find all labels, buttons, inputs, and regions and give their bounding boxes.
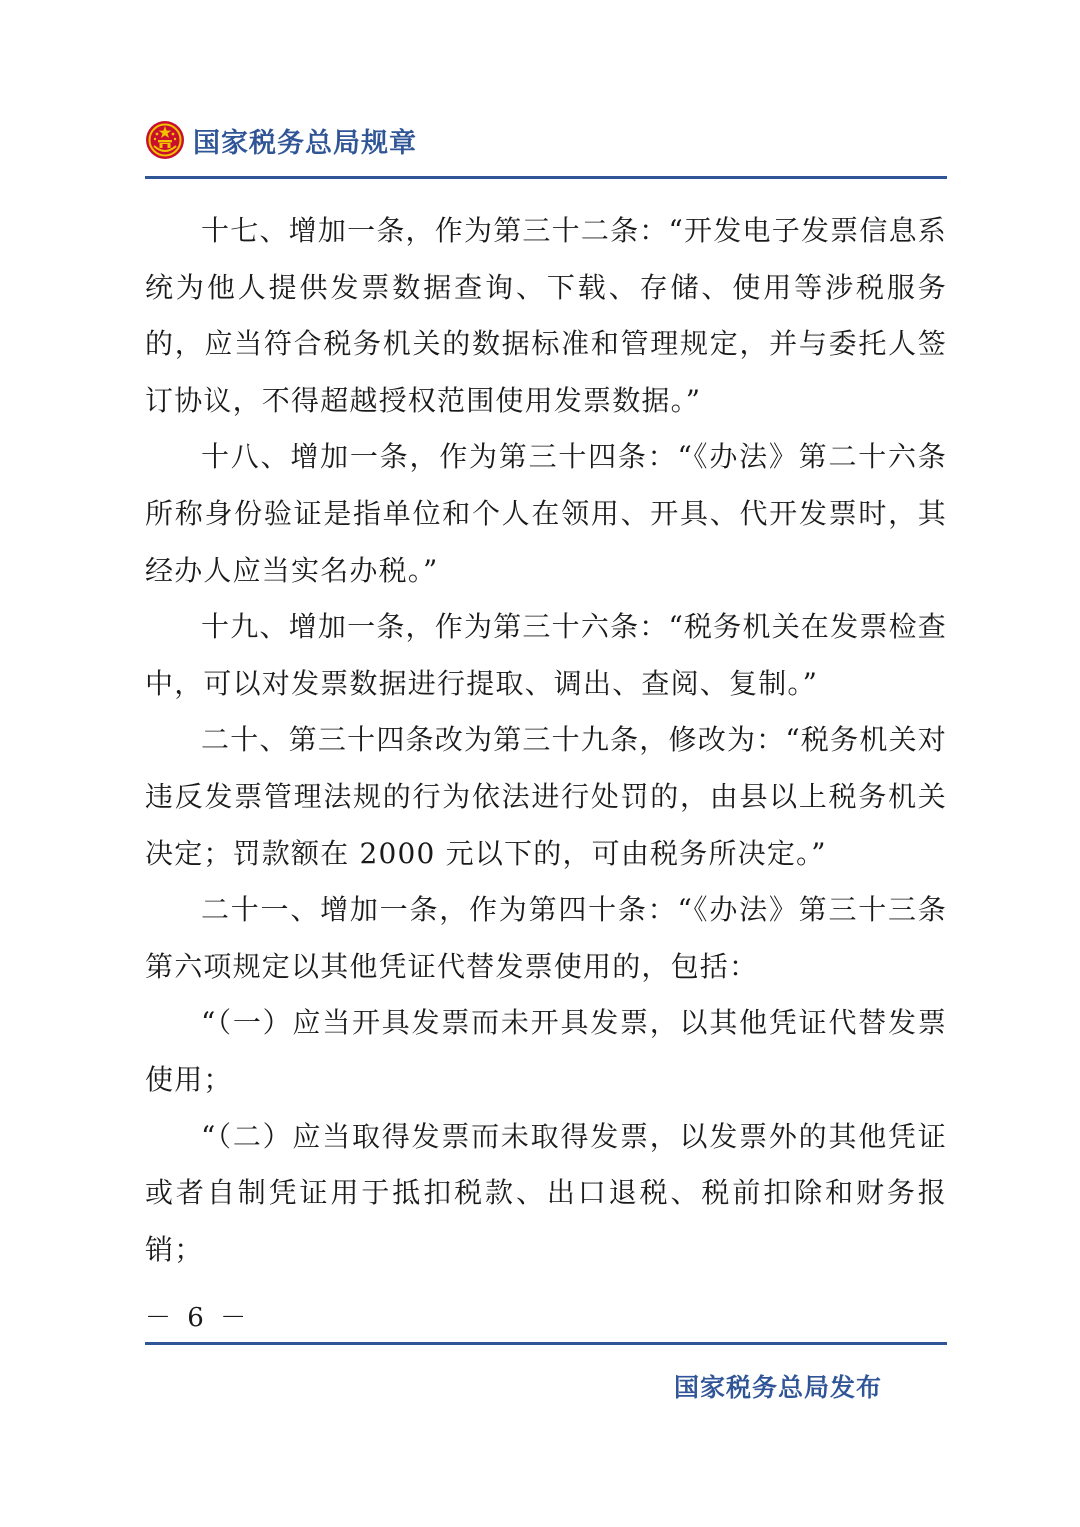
- header-divider: [145, 176, 947, 179]
- header-title: 国家税务总局规章: [193, 127, 417, 159]
- national-emblem-icon: [145, 120, 185, 160]
- footer-divider: [145, 1342, 947, 1345]
- article-17-paragraph: 十七、增加一条，作为第三十二条：“开发电子发票信息系统为他人提供发票数据查询、下载、存储、使用等涉税服务的，应当符合税务机关的数据标准和管理规定，并与委托人签订协议，不得超越授权范围使用发票数据。”: [145, 214, 947, 417]
- footer-publisher: 国家税务总局发布: [673, 1373, 882, 1402]
- document-body: [145, 203, 947, 1278]
- article-19-paragraph: 十九、增加一条，作为第三十六条：“税务机关在发票检查中，可以对发票数据进行提取、调出、查阅、复制。”: [145, 610, 947, 700]
- page-header: [145, 112, 947, 168]
- article-18-paragraph: 十八、增加一条，作为第三十四条：“《办法》第二十六条所称身份验证是指单位和个人在领用、开具、代开发票时，其经办人应当实名办税。”: [145, 440, 947, 587]
- item-1-paragraph: “（一）应当开具发票而未开具发票，以其他凭证代替发票使用；: [145, 1006, 947, 1096]
- article-21-paragraph: 二十一、增加一条，作为第四十条：“《办法》第三十三条第六项规定以其他凭证代替发票使用的，包括：: [145, 893, 947, 983]
- article-20-paragraph: 二十、第三十四条改为第三十九条，修改为：“税务机关对违反发票管理法规的行为依法进行处罚的，由县以上税务机关决定；罚款额在 2000 元以下的，可由税务所决定。”: [145, 723, 947, 870]
- item-2-paragraph: “（二）应当取得发票而未取得发票，以发票外的其他凭证或者自制凭证用于抵扣税款、出口退税、税前扣除和财务报销；: [145, 1119, 947, 1266]
- page-number: － 6 －: [145, 1303, 251, 1333]
